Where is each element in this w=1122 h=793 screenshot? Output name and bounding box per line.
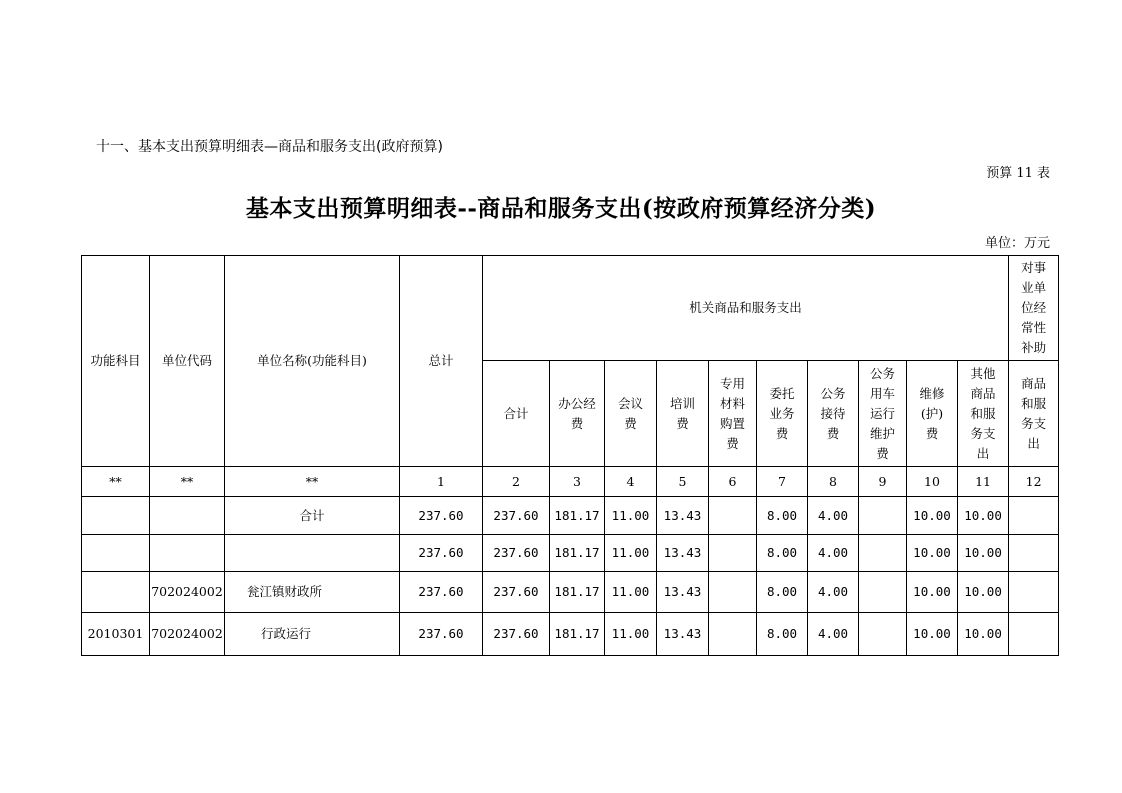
entrusted-cell: 8.00 <box>757 613 808 656</box>
subsidy-cell <box>1009 497 1059 535</box>
material-cell <box>709 497 757 535</box>
vehicle-cell <box>859 613 907 656</box>
unit-code-cell: 702024002 <box>150 572 225 613</box>
header-total: 总计 <box>400 256 483 467</box>
header-agency-group: 机关商品和服务支出 <box>483 256 1009 361</box>
header-repair: 维修(护)费 <box>907 361 958 467</box>
repair-cell: 10.00 <box>907 613 958 656</box>
index-cell: 7 <box>757 467 808 497</box>
meeting-cell: 11.00 <box>605 613 657 656</box>
repair-cell: 10.00 <box>907 497 958 535</box>
index-row <box>82 467 1059 497</box>
table-row <box>82 572 1059 613</box>
index-cell: 6 <box>709 467 757 497</box>
total-cell: 237.60 <box>400 613 483 656</box>
unit-name-cell: 合计 <box>225 497 400 535</box>
other-cell: 10.00 <box>958 572 1009 613</box>
index-cell: 12 <box>1009 467 1059 497</box>
header-reception: 公务接待费 <box>808 361 859 467</box>
total-cell: 237.60 <box>400 535 483 572</box>
header-sum: 合计 <box>483 361 550 467</box>
reception-cell: 4.00 <box>808 535 859 572</box>
meeting-cell: 11.00 <box>605 572 657 613</box>
reception-cell: 4.00 <box>808 497 859 535</box>
index-cell: ** <box>82 467 150 497</box>
index-cell: ** <box>150 467 225 497</box>
header-office: 办公经费 <box>550 361 605 467</box>
index-cell: 4 <box>605 467 657 497</box>
repair-cell: 10.00 <box>907 535 958 572</box>
index-cell: 5 <box>657 467 709 497</box>
header-training: 培训费 <box>657 361 709 467</box>
office-cell: 181.17 <box>550 572 605 613</box>
material-cell <box>709 535 757 572</box>
entrusted-cell: 8.00 <box>757 572 808 613</box>
header-func-subject: 功能科目 <box>82 256 150 467</box>
meeting-cell: 11.00 <box>605 535 657 572</box>
sum-cell: 237.60 <box>483 535 550 572</box>
office-cell: 181.17 <box>550 497 605 535</box>
index-cell: 1 <box>400 467 483 497</box>
other-cell: 10.00 <box>958 497 1009 535</box>
header-other: 其他商品和服务支出 <box>958 361 1009 467</box>
header-subsidy-goods: 商品和服务支出 <box>1009 361 1059 467</box>
vehicle-cell <box>859 535 907 572</box>
header-unit-code: 单位代码 <box>150 256 225 467</box>
sum-cell: 237.60 <box>483 497 550 535</box>
header-vehicle: 公务用车运行维护费 <box>859 361 907 467</box>
reception-cell: 4.00 <box>808 572 859 613</box>
subsidy-cell <box>1009 613 1059 656</box>
subsidy-cell <box>1009 572 1059 613</box>
training-cell: 13.43 <box>657 572 709 613</box>
header-subsidy-group: 对事业单位经常性补助 <box>1009 256 1059 361</box>
training-cell: 13.43 <box>657 613 709 656</box>
reception-cell: 4.00 <box>808 613 859 656</box>
func-subject-cell <box>82 497 150 535</box>
table-row <box>82 535 1059 572</box>
office-cell: 181.17 <box>550 613 605 656</box>
table-row <box>82 613 1059 656</box>
training-cell: 13.43 <box>657 535 709 572</box>
sum-cell: 237.60 <box>483 613 550 656</box>
func-subject-cell <box>82 535 150 572</box>
repair-cell: 10.00 <box>907 572 958 613</box>
unit-name-cell: 行政运行 <box>225 613 400 656</box>
budget-table <box>81 255 1059 656</box>
unit-name-cell: 瓮江镇财政所 <box>225 572 400 613</box>
index-cell: 11 <box>958 467 1009 497</box>
other-cell: 10.00 <box>958 613 1009 656</box>
index-cell: 8 <box>808 467 859 497</box>
index-cell: 10 <box>907 467 958 497</box>
header-meeting: 会议费 <box>605 361 657 467</box>
unit-code-cell: 702024002 <box>150 613 225 656</box>
training-cell: 13.43 <box>657 497 709 535</box>
material-cell <box>709 572 757 613</box>
header-material: 专用材料购置费 <box>709 361 757 467</box>
meeting-cell: 11.00 <box>605 497 657 535</box>
unit-code-cell <box>150 535 225 572</box>
other-cell: 10.00 <box>958 535 1009 572</box>
table-code: 预算 11 表 <box>986 166 1050 181</box>
unit-code-cell <box>150 497 225 535</box>
total-cell: 237.60 <box>400 572 483 613</box>
material-cell <box>709 613 757 656</box>
index-cell: 2 <box>483 467 550 497</box>
subsidy-cell <box>1009 535 1059 572</box>
unit-name-cell <box>225 535 400 572</box>
func-subject-cell <box>82 572 150 613</box>
total-cell: 237.60 <box>400 497 483 535</box>
section-heading: 十一、基本支出预算明细表—商品和服务支出(政府预算) <box>96 139 443 155</box>
entrusted-cell: 8.00 <box>757 497 808 535</box>
office-cell: 181.17 <box>550 535 605 572</box>
table-row <box>82 497 1059 535</box>
index-cell: ** <box>225 467 400 497</box>
document-title: 基本支出预算明细表--商品和服务支出(按政府预算经济分类) <box>245 195 877 222</box>
header-entrusted: 委托业务费 <box>757 361 808 467</box>
header-unit-name: 单位名称(功能科目) <box>225 256 400 467</box>
func-subject-cell: 2010301 <box>82 613 150 656</box>
index-cell: 3 <box>550 467 605 497</box>
vehicle-cell <box>859 497 907 535</box>
index-cell: 9 <box>859 467 907 497</box>
entrusted-cell: 8.00 <box>757 535 808 572</box>
unit-label: 单位：万元 <box>984 236 1050 251</box>
vehicle-cell <box>859 572 907 613</box>
sum-cell: 237.60 <box>483 572 550 613</box>
